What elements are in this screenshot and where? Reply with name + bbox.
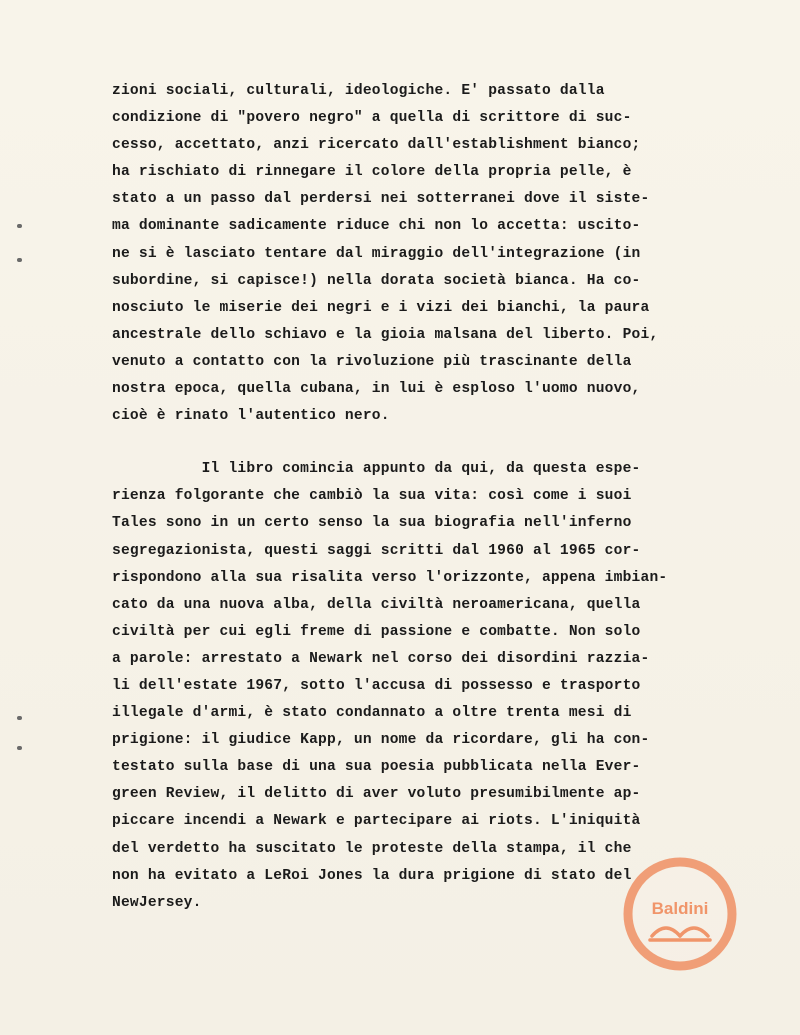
margin-mark: [17, 224, 22, 228]
text-line: testato sulla base di una sua poesia pubblicata nella Ever-: [112, 759, 641, 776]
text-line: ha rischiato di rinnegare il colore della propria pelle, è: [112, 164, 632, 181]
paragraph-gap: [112, 430, 692, 456]
text-line: illegale d'armi, è stato condannato a oltre trenta mesi di: [112, 705, 632, 722]
text-line: zioni sociali, culturali, ideologiche. E' passato dalla: [112, 83, 605, 99]
text-line: non ha evitato a LeRoi Jones la dura prigione di stato del: [112, 867, 632, 884]
text-line: nostra epoca, quella cubana, in lui è esploso l'uomo nuovo,: [112, 381, 641, 398]
text-line: cesso, accettato, anzi ricercato dall'establishment bianco;: [112, 137, 641, 154]
text-line: cato da una nuova alba, della civiltà neroamericana, quella: [112, 596, 641, 613]
text-line: del verdetto ha suscitato le proteste della stampa, il che: [112, 840, 632, 857]
margin-mark: [17, 716, 22, 720]
text-line: rienza folgorante che cambiò la sua vita: così come i suoi: [112, 488, 632, 505]
text-line: li dell'estate 1967, sotto l'accusa di possesso e trasporto: [112, 677, 641, 694]
text-line: Il libro comincia appunto da qui, da questa espe-: [112, 461, 641, 478]
margin-mark: [17, 746, 22, 750]
text-line: rispondono alla sua risalita verso l'orizzonte, appena imbian-: [112, 569, 668, 586]
paragraph-1: [112, 78, 692, 430]
text-line: venuto a contatto con la rivoluzione più trascinante della: [112, 353, 632, 370]
text-line: civiltà per cui egli freme di passione e combatte. Non solo: [112, 623, 641, 640]
text-line: green Review, il delitto di aver voluto presumibilmente ap-: [112, 786, 641, 803]
text-line: Tales sono in un certo senso la sua biografia nell'inferno: [112, 515, 632, 532]
body-text: [112, 78, 692, 917]
text-line: cioè è rinato l'autentico nero.: [112, 408, 390, 425]
text-line: ne si è lasciato tentare dal miraggio dell'integrazione (in: [112, 245, 641, 262]
text-line: a parole: arrestato a Newark nel corso dei disordini razzia-: [112, 650, 650, 667]
paragraph-2: [112, 456, 692, 917]
text-line: ancestrale dello schiavo e la gioia malsana del liberto. Poi,: [112, 326, 659, 343]
margin-mark: [17, 258, 22, 262]
text-line: subordine, si capisce!) nella dorata società bianca. Ha co-: [112, 272, 641, 289]
text-line: condizione di "povero negro" a quella di scrittore di suc-: [112, 110, 632, 127]
text-line: prigione: il giudice Kapp, un nome da ricordare, gli ha con-: [112, 732, 650, 749]
text-line: segregazionista, questi saggi scritti dal 1960 al 1965 cor-: [112, 542, 641, 559]
text-line: piccare incendi a Newark e partecipare ai riots. L'iniquità: [112, 813, 641, 830]
text-line: nosciuto le miserie dei negri e i vizi dei bianchi, la paura: [112, 299, 650, 316]
stamp-label: Baldini: [651, 899, 709, 918]
text-line: ma dominante sadicamente riduce chi non lo accetta: uscito-: [112, 218, 641, 235]
text-line: NewJersey.: [112, 894, 202, 911]
text-line: stato a un passo dal perdersi nei sotterranei dove il siste-: [112, 191, 650, 208]
baldini-library-stamp: [622, 856, 738, 972]
